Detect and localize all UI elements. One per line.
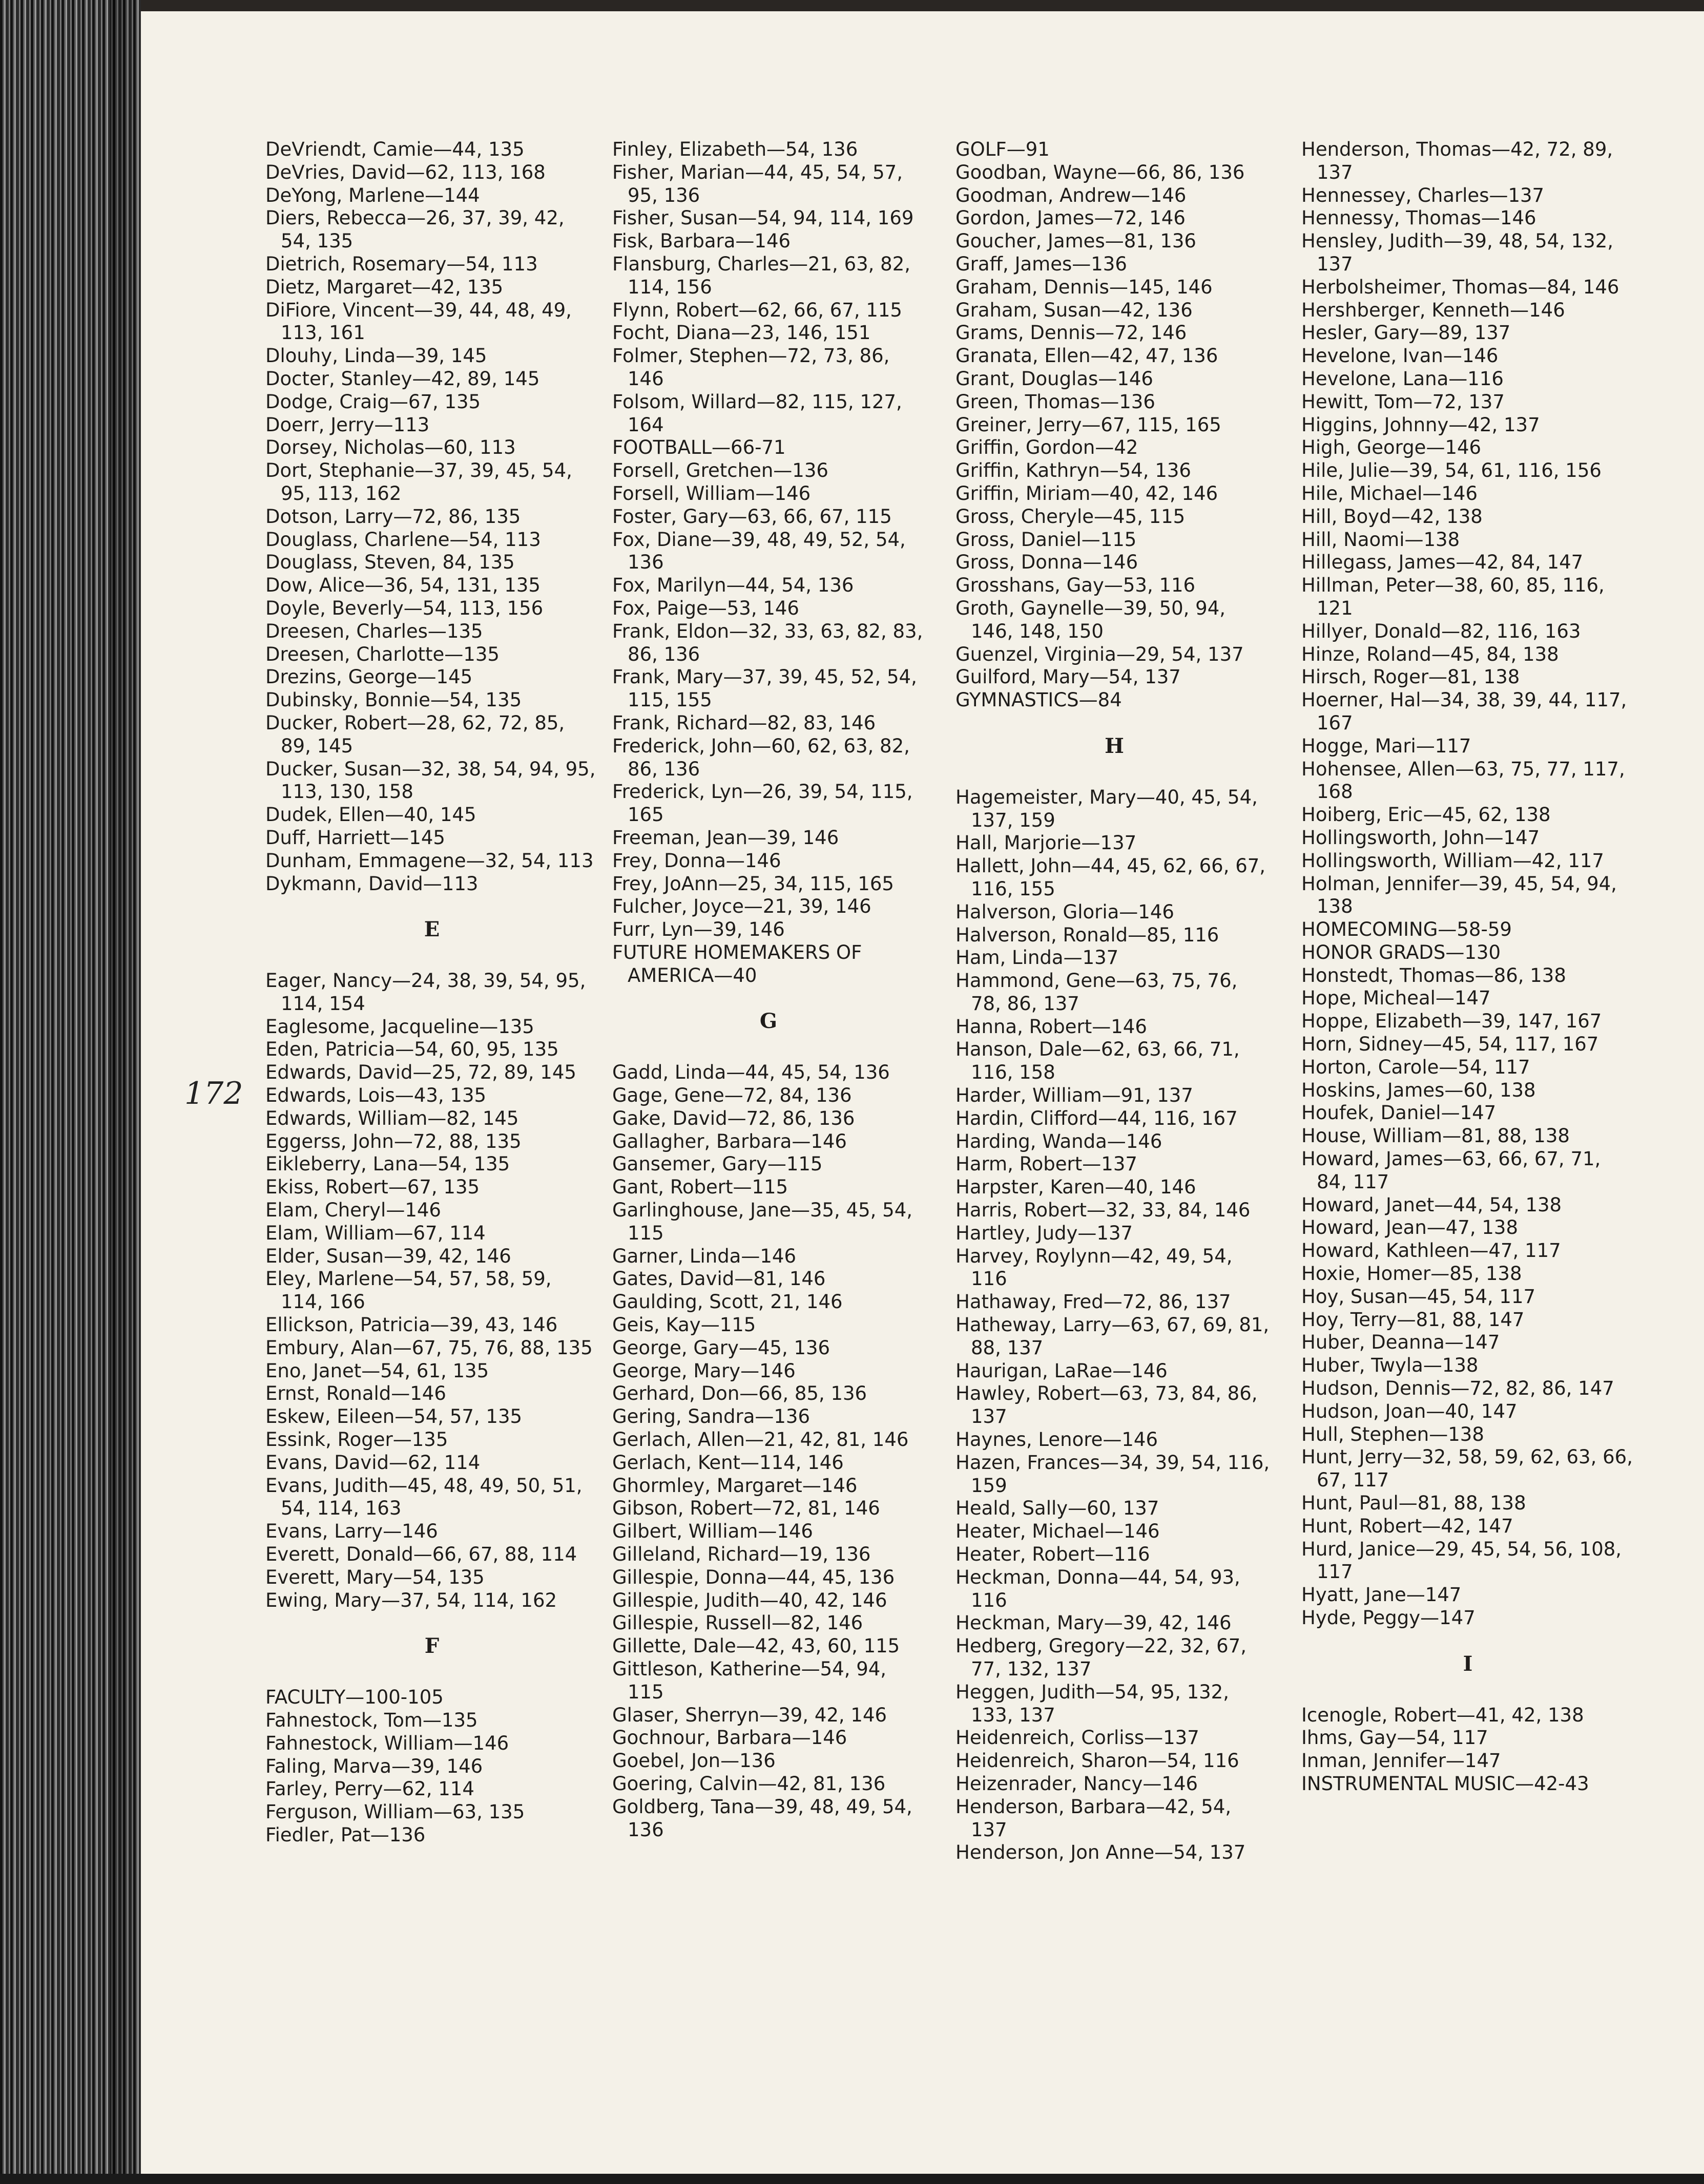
section-letter-heading: I (1463, 1651, 1473, 1676)
index-entry: Hudson, Joan—40, 147 (1301, 1400, 1518, 1422)
index-entry: Hall, Marjorie—137 (955, 832, 1137, 854)
index-entry: Hirsch, Roger—81, 138 (1301, 666, 1520, 688)
index-entry: High, George—146 (1301, 436, 1482, 459)
index-entry: Garner, Linda—146 (612, 1245, 796, 1267)
index-entry: DeYong, Marlene—144 (265, 184, 480, 206)
index-entry: Dykmann, David—113 (265, 872, 479, 895)
index-entry: Graff, James—136 (955, 253, 1127, 275)
index-entry: Goodban, Wayne—66, 86, 136 (955, 161, 1245, 183)
index-entry: Griffin, Kathryn—54, 136 (955, 459, 1191, 482)
index-entry: Dubinsky, Bonnie—54, 135 (265, 689, 522, 711)
index-entry: Howard, James—63, 66, 67, 71, 84, 117 (1301, 1148, 1601, 1193)
index-entry: Griffin, Miriam—40, 42, 146 (955, 482, 1218, 505)
index-entry: Hardin, Clifford—44, 116, 167 (955, 1107, 1238, 1129)
index-entry: Dow, Alice—36, 54, 131, 135 (265, 574, 541, 597)
index-entry: Heald, Sally—60, 137 (955, 1497, 1159, 1520)
index-entry: Hope, Micheal—147 (1301, 987, 1491, 1010)
index-entry: Edwards, David—25, 72, 89, 145 (265, 1061, 576, 1084)
index-entry: Eaglesome, Jacqueline—135 (265, 1015, 534, 1038)
index-entry: Heidenreich, Corliss—137 (955, 1727, 1199, 1749)
index-entry: Hensley, Judith—39, 48, 54, 132, 137 (1301, 230, 1614, 275)
index-entry: Hoppe, Elizabeth—39, 147, 167 (1301, 1010, 1602, 1033)
index-entry: Hogge, Mari—117 (1301, 734, 1471, 757)
index-entry: Frank, Eldon—32, 33, 63, 82, 83, 86, 136 (612, 620, 923, 665)
index-entry: FOOTBALL—66-71 (612, 436, 786, 459)
index-entry: Halverson, Gloria—146 (955, 900, 1174, 923)
index-entry: Dreesen, Charles—135 (265, 620, 483, 642)
index-entry: George, Gary—45, 136 (612, 1336, 830, 1359)
index-entry: Dreesen, Charlotte—135 (265, 643, 500, 665)
index-entry: Heckman, Donna—44, 54, 93, 116 (955, 1566, 1240, 1611)
index-entry: Everett, Donald—66, 67, 88, 114 (265, 1543, 577, 1566)
index-entry: Henderson, Thomas—42, 72, 89, 137 (1301, 138, 1613, 183)
index-entry: Hathaway, Fred—72, 86, 137 (955, 1291, 1231, 1313)
index-entry: Eager, Nancy—24, 38, 39, 54, 95, 114, 154 (265, 970, 586, 1015)
index-entry: Eley, Marlene—54, 57, 58, 59, 114, 166 (265, 1268, 552, 1313)
index-entry: Heidenreich, Sharon—54, 116 (955, 1750, 1239, 1772)
index-entry: Halverson, Ronald—85, 116 (955, 923, 1219, 946)
index-entry: Greiner, Jerry—67, 115, 165 (955, 413, 1221, 436)
index-entry: Doerr, Jerry—113 (265, 413, 430, 436)
index-entry: Hill, Naomi—138 (1301, 528, 1460, 551)
index-entry: Diers, Rebecca—26, 37, 39, 42, 54, 135 (265, 207, 565, 253)
index-entry: Heater, Robert—116 (955, 1543, 1150, 1566)
index-entry: Gillespie, Judith—40, 42, 146 (612, 1589, 887, 1611)
index-entry: Howard, Kathleen—47, 117 (1301, 1240, 1561, 1262)
index-entry: Hoiberg, Eric—45, 62, 138 (1301, 804, 1551, 826)
index-entry: Ghormley, Margaret—146 (612, 1474, 858, 1497)
index-entry: Hershberger, Kenneth—146 (1301, 299, 1565, 321)
index-entry: Dodge, Craig—67, 135 (265, 390, 481, 413)
index-entry: Forsell, William—146 (612, 482, 811, 505)
index-entry: Icenogle, Robert—41, 42, 138 (1301, 1704, 1584, 1726)
index-entry: Elam, Cheryl—146 (265, 1199, 441, 1222)
index-entry: Gerlach, Kent—114, 146 (612, 1451, 844, 1474)
index-entry: Douglass, Steven, 84, 135 (265, 551, 515, 574)
index-entry: Eikleberry, Lana—54, 135 (265, 1153, 510, 1175)
index-entry: Groth, Gaynelle—39, 50, 94, 146, 148, 150 (955, 597, 1226, 642)
index-entry: Fox, Diane—39, 48, 49, 52, 54, 136 (612, 528, 906, 574)
index-entry: Flynn, Robert—62, 66, 67, 115 (612, 299, 902, 321)
index-entry: Hoskins, James—60, 138 (1301, 1079, 1536, 1101)
index-entry: Henderson, Barbara—42, 54, 137 (955, 1795, 1232, 1841)
index-entry: Ihms, Gay—54, 117 (1301, 1727, 1488, 1749)
index-column-4 (1301, 138, 1634, 1796)
index-entry: Goebel, Jon—136 (612, 1750, 776, 1772)
index-entry: Horton, Carole—54, 117 (1301, 1056, 1530, 1078)
index-entry: Evans, Larry—146 (265, 1520, 438, 1543)
index-entry: Harm, Robert—137 (955, 1153, 1137, 1175)
index-entry: Grams, Dennis—72, 146 (955, 322, 1187, 344)
index-entry: Hull, Stephen—138 (1301, 1423, 1484, 1445)
index-entry: Grosshans, Gay—53, 116 (955, 574, 1196, 597)
index-entry: Green, Thomas—136 (955, 390, 1155, 413)
index-entry: Goldberg, Tana—39, 48, 49, 54, 136 (612, 1795, 912, 1841)
index-entry: Elam, William—67, 114 (265, 1222, 486, 1244)
index-entry: HOMECOMING—58-59 (1301, 918, 1512, 941)
index-entry: Hanson, Dale—62, 63, 66, 71, 116, 158 (955, 1038, 1240, 1084)
index-entry: Hammond, Gene—63, 75, 76, 78, 86, 137 (955, 970, 1238, 1015)
index-entry: Gochnour, Barbara—146 (612, 1727, 847, 1749)
index-entry: Fisk, Barbara—146 (612, 230, 791, 253)
index-column-3 (955, 138, 1273, 1864)
index-entry: Fox, Marilyn—44, 54, 136 (612, 574, 854, 597)
index-entry: Fahnestock, William—146 (265, 1732, 509, 1754)
index-entry: Frank, Richard—82, 83, 146 (612, 711, 876, 734)
index-entry: Fisher, Susan—54, 94, 114, 169 (612, 207, 914, 229)
index-entry: Hagemeister, Mary—40, 45, 54, 137, 159 (955, 786, 1258, 831)
index-entry: Folsom, Willard—82, 115, 127, 164 (612, 390, 902, 436)
index-entry: Gordon, James—72, 146 (955, 207, 1186, 229)
index-entry: Herbolsheimer, Thomas—84, 146 (1301, 276, 1619, 298)
index-entry: Eggerss, John—72, 88, 135 (265, 1130, 522, 1152)
index-entry: Gake, David—72, 86, 136 (612, 1107, 855, 1129)
index-entry: Fox, Paige—53, 146 (612, 597, 799, 619)
index-entry: Embury, Alan—67, 75, 76, 88, 135 (265, 1336, 593, 1359)
index-entry: Eno, Janet—54, 61, 135 (265, 1359, 489, 1382)
section-letter-heading: F (424, 1634, 440, 1658)
index-entry: Graham, Susan—42, 136 (955, 299, 1193, 321)
index-entry: Forsell, Gretchen—136 (612, 459, 828, 482)
index-entry: Gallagher, Barbara—146 (612, 1130, 847, 1152)
index-entry: Dorsey, Nicholas—60, 113 (265, 436, 516, 459)
index-entry: Hoy, Susan—45, 54, 117 (1301, 1285, 1536, 1308)
index-entry: Heggen, Judith—54, 95, 132, 133, 137 (955, 1681, 1229, 1726)
index-entry: Hawley, Robert—63, 73, 84, 86, 137 (955, 1382, 1258, 1428)
section-letter-heading: E (424, 917, 440, 942)
index-entry: Gillette, Dale—42, 43, 60, 115 (612, 1635, 900, 1657)
index-entry: Guilford, Mary—54, 137 (955, 666, 1181, 688)
index-entry: Finley, Elizabeth—54, 136 (612, 138, 858, 160)
index-entry: Graham, Dennis—145, 146 (955, 276, 1213, 298)
index-entry: Haurigan, LaRae—146 (955, 1359, 1168, 1382)
index-entry: Flansburg, Charles—21, 63, 82, 114, 156 (612, 253, 911, 298)
index-entry: Inman, Jennifer—147 (1301, 1750, 1501, 1772)
page-bottom-edge (0, 2174, 1704, 2184)
index-entry: Hyatt, Jane—147 (1301, 1584, 1462, 1606)
index-entry: Edwards, Lois—43, 135 (265, 1084, 487, 1107)
index-entry: Hanna, Robert—146 (955, 1015, 1147, 1038)
index-entry: Gilleland, Richard—19, 136 (612, 1543, 871, 1566)
index-entry: Frederick, John—60, 62, 63, 82, 86, 136 (612, 734, 910, 780)
index-entry: Douglass, Charlene—54, 113 (265, 528, 541, 551)
index-entry: Griffin, Gordon—42 (955, 436, 1138, 459)
index-entry: Garlinghouse, Jane—35, 45, 54, 115 (612, 1199, 913, 1244)
index-entry: Honstedt, Thomas—86, 138 (1301, 964, 1566, 986)
index-entry: GOLF—91 (955, 138, 1050, 160)
index-entry: House, William—81, 88, 138 (1301, 1125, 1570, 1147)
index-entry: Heckman, Mary—39, 42, 146 (955, 1612, 1232, 1634)
index-entry: Ernst, Ronald—146 (265, 1382, 446, 1405)
index-entry: Edwards, William—82, 145 (265, 1107, 519, 1129)
index-entry: Gansemer, Gary—115 (612, 1153, 823, 1175)
index-entry: Dotson, Larry—72, 86, 135 (265, 505, 521, 528)
index-entry: Hile, Julie—39, 54, 61, 116, 156 (1301, 459, 1602, 482)
index-entry: Harris, Robert—32, 33, 84, 146 (955, 1199, 1251, 1222)
index-entry: Haynes, Lenore—146 (955, 1429, 1158, 1451)
index-entry: Gadd, Linda—44, 45, 54, 136 (612, 1061, 890, 1084)
index-entry: Drezins, George—145 (265, 666, 473, 688)
index-entry: Huber, Deanna—147 (1301, 1331, 1500, 1354)
index-entry: Furr, Lyn—39, 146 (612, 918, 785, 941)
index-entry: Foster, Gary—63, 66, 67, 115 (612, 505, 892, 528)
index-entry: HONOR GRADS—130 (1301, 941, 1501, 963)
index-entry: Everett, Mary—54, 135 (265, 1566, 485, 1588)
index-entry: Hurd, Janice—29, 45, 54, 56, 108, 117 (1301, 1538, 1622, 1583)
index-entry: Gage, Gene—72, 84, 136 (612, 1084, 852, 1107)
index-entry: Goucher, James—81, 136 (955, 230, 1196, 253)
index-entry: Guenzel, Virginia—29, 54, 137 (955, 643, 1244, 665)
index-entry: Hoerner, Hal—34, 38, 39, 44, 117, 167 (1301, 689, 1627, 734)
index-entry: Harvey, Roylynn—42, 49, 54, 116 (955, 1245, 1233, 1290)
index-entry: Hillyer, Donald—82, 116, 163 (1301, 620, 1581, 642)
index-entry: Holman, Jennifer—39, 45, 54, 94, 138 (1301, 872, 1617, 918)
index-entry: Ham, Linda—137 (955, 947, 1119, 969)
index-entry: Fulcher, Joyce—21, 39, 146 (612, 895, 871, 918)
index-entry: George, Mary—146 (612, 1359, 796, 1382)
index-entry: Dietz, Margaret—42, 135 (265, 276, 504, 298)
index-entry: Ewing, Mary—37, 54, 114, 162 (265, 1589, 557, 1611)
index-entry: Fiedler, Pat—136 (265, 1823, 426, 1846)
index-entry: Dunham, Emmagene—32, 54, 113 (265, 849, 594, 872)
index-entry: Howard, Janet—44, 54, 138 (1301, 1193, 1562, 1216)
index-entry: FACULTY—100-105 (265, 1686, 444, 1709)
index-entry: Hevelone, Ivan—146 (1301, 345, 1499, 367)
index-entry: Faling, Marva—39, 146 (265, 1755, 483, 1777)
index-entry: Hinze, Roland—45, 84, 138 (1301, 643, 1559, 665)
index-entry: Ducker, Susan—32, 38, 54, 94, 95, 113, 130, 158 (265, 758, 596, 803)
index-entry: DeVriendt, Camie—44, 135 (265, 138, 525, 160)
index-entry: Hill, Boyd—42, 138 (1301, 505, 1483, 528)
index-entry: Fahnestock, Tom—135 (265, 1709, 478, 1731)
index-entry: Howard, Jean—47, 138 (1301, 1216, 1518, 1239)
index-column-1 (265, 138, 598, 1847)
index-entry: Hillegass, James—42, 84, 147 (1301, 551, 1584, 574)
index-entry: Gittleson, Katherine—54, 94, 115 (612, 1658, 887, 1703)
index-entry: DeVries, David—62, 113, 168 (265, 161, 546, 183)
index-entry: Elder, Susan—39, 42, 146 (265, 1245, 511, 1267)
section-letter-heading: H (1105, 733, 1124, 758)
book-page-edges (0, 0, 141, 2184)
index-entry: Hesler, Gary—89, 137 (1301, 322, 1511, 344)
index-entry: Hillman, Peter—38, 60, 85, 116, 121 (1301, 574, 1605, 619)
index-entry: Doyle, Beverly—54, 113, 156 (265, 597, 544, 619)
index-entry: Freeman, Jean—39, 146 (612, 826, 839, 849)
index-entry: Ducker, Robert—28, 62, 72, 85, 89, 145 (265, 711, 565, 757)
index-entry: Gilbert, William—146 (612, 1520, 813, 1543)
index-entry: Frey, Donna—146 (612, 849, 781, 872)
index-entry: Evans, Judith—45, 48, 49, 50, 51, 54, 114, 163 (265, 1474, 583, 1520)
index-entry: Hudson, Dennis—72, 82, 86, 147 (1301, 1377, 1614, 1400)
index-entry: Heater, Michael—146 (955, 1520, 1160, 1543)
index-entry: Hedberg, Gregory—22, 32, 67, 77, 132, 137 (955, 1635, 1247, 1680)
index-entry: Fisher, Marian—44, 45, 54, 57, 95, 136 (612, 161, 903, 206)
index-entry: Grant, Douglas—146 (955, 367, 1153, 390)
index-entry: Hollingsworth, John—147 (1301, 826, 1540, 849)
index-entry: Evans, David—62, 114 (265, 1451, 481, 1474)
index-entry: Hyde, Peggy—147 (1301, 1607, 1476, 1629)
index-entry: Hewitt, Tom—72, 137 (1301, 390, 1505, 413)
index-entry: Hoxie, Homer—85, 138 (1301, 1263, 1522, 1285)
index-entry: Gross, Donna—146 (955, 551, 1138, 574)
index-entry: Ferguson, William—63, 135 (265, 1801, 525, 1823)
index-entry: Dietrich, Rosemary—54, 113 (265, 253, 538, 275)
index-entry: Hollingsworth, William—42, 117 (1301, 849, 1604, 872)
index-entry: Hazen, Frances—34, 39, 54, 116, 159 (955, 1451, 1270, 1497)
index-entry: Hevelone, Lana—116 (1301, 367, 1504, 390)
index-entry: Hartley, Judy—137 (955, 1222, 1133, 1244)
index-entry: GYMNASTICS—84 (955, 689, 1122, 711)
index-entry: Dlouhy, Linda—39, 145 (265, 345, 487, 367)
index-entry: Frederick, Lyn—26, 39, 54, 115, 165 (612, 781, 913, 826)
index-entry: Geis, Kay—115 (612, 1314, 756, 1336)
index-entry: Hunt, Paul—81, 88, 138 (1301, 1492, 1526, 1515)
index-entry: Harding, Wanda—146 (955, 1130, 1162, 1152)
index-entry: Gerhard, Don—66, 85, 136 (612, 1382, 867, 1405)
index-entry: Docter, Stanley—42, 89, 145 (265, 367, 540, 390)
index-entry: Hoy, Terry—81, 88, 147 (1301, 1308, 1525, 1331)
index-entry: Frey, JoAnn—25, 34, 115, 165 (612, 872, 894, 895)
index-entry: Gross, Daniel—115 (955, 528, 1137, 551)
index-entry: Essink, Roger—135 (265, 1429, 448, 1451)
index-entry: Hallett, John—44, 45, 62, 66, 67, 116, 155 (955, 855, 1266, 900)
index-entry: DiFiore, Vincent—39, 44, 48, 49, 113, 161 (265, 299, 572, 344)
index-entry: Farley, Perry—62, 114 (265, 1778, 474, 1800)
index-entry: Duff, Harriett—145 (265, 826, 445, 849)
index-entry: Henderson, Jon Anne—54, 137 (955, 1841, 1246, 1864)
index-entry: FUTURE HOMEMAKERS OF AMERICA—40 (612, 941, 862, 986)
index-entry: Gant, Robert—115 (612, 1176, 788, 1199)
index-entry: Harpster, Karen—40, 146 (955, 1176, 1196, 1199)
index-entry: Gates, David—81, 146 (612, 1268, 826, 1290)
index-entry: Ellickson, Patricia—39, 43, 146 (265, 1314, 558, 1336)
index-entry: Gering, Sandra—136 (612, 1405, 810, 1428)
index-entry: Hunt, Jerry—32, 58, 59, 62, 63, 66, 67, 117 (1301, 1446, 1633, 1492)
index-entry: Hohensee, Allen—63, 75, 77, 117, 168 (1301, 758, 1625, 803)
index-entry: Granata, Ellen—42, 47, 136 (955, 345, 1218, 367)
index-entry: Eskew, Eileen—54, 57, 135 (265, 1405, 523, 1428)
index-entry: Harder, William—91, 137 (955, 1084, 1193, 1107)
index-entry: Horn, Sidney—45, 54, 117, 167 (1301, 1033, 1599, 1056)
index-entry: Heizenrader, Nancy—146 (955, 1772, 1198, 1795)
index-entry: Gaulding, Scott, 21, 146 (612, 1291, 843, 1313)
index-entry: Ekiss, Robert—67, 135 (265, 1176, 480, 1199)
index-entry: Houfek, Daniel—147 (1301, 1102, 1497, 1124)
index-entry: Hennessy, Thomas—146 (1301, 207, 1536, 229)
index-entry: Dort, Stephanie—37, 39, 45, 54, 95, 113, 162 (265, 459, 572, 505)
index-entry: Hatheway, Larry—63, 67, 69, 81, 88, 137 (955, 1314, 1270, 1359)
index-entry: Hennessey, Charles—137 (1301, 184, 1545, 206)
index-entry: INSTRUMENTAL MUSIC—42-43 (1301, 1772, 1589, 1795)
index-entry: Hunt, Robert—42, 147 (1301, 1515, 1513, 1537)
index-entry: Hile, Michael—146 (1301, 482, 1478, 505)
index-entry: Gillespie, Russell—82, 146 (612, 1612, 863, 1634)
index-entry: Gerlach, Allen—21, 42, 81, 146 (612, 1429, 909, 1451)
index-entry: Goodman, Andrew—146 (955, 184, 1187, 206)
index-entry: Gross, Cheryle—45, 115 (955, 505, 1186, 528)
index-entry: Frank, Mary—37, 39, 45, 52, 54, 115, 155 (612, 666, 917, 711)
page-number: 172 (184, 1076, 243, 1111)
index-entry: Higgins, Johnny—42, 137 (1301, 413, 1540, 436)
index-entry: Folmer, Stephen—72, 73, 86, 146 (612, 345, 890, 390)
index-entry: Focht, Diana—23, 146, 151 (612, 322, 871, 344)
index-column-2 (612, 138, 925, 1841)
index-entry: Gibson, Robert—72, 81, 146 (612, 1497, 880, 1520)
index-entry: Eden, Patricia—54, 60, 95, 135 (265, 1038, 559, 1061)
index-entry: Huber, Twyla—138 (1301, 1354, 1479, 1377)
index-entry: Goering, Calvin—42, 81, 136 (612, 1772, 886, 1795)
index-entry: Glaser, Sherryn—39, 42, 146 (612, 1704, 887, 1726)
section-letter-heading: G (759, 1009, 778, 1034)
page-top-edge (0, 0, 1704, 11)
index-entry: Gillespie, Donna—44, 45, 136 (612, 1566, 895, 1588)
index-entry: Dudek, Ellen—40, 145 (265, 804, 476, 826)
